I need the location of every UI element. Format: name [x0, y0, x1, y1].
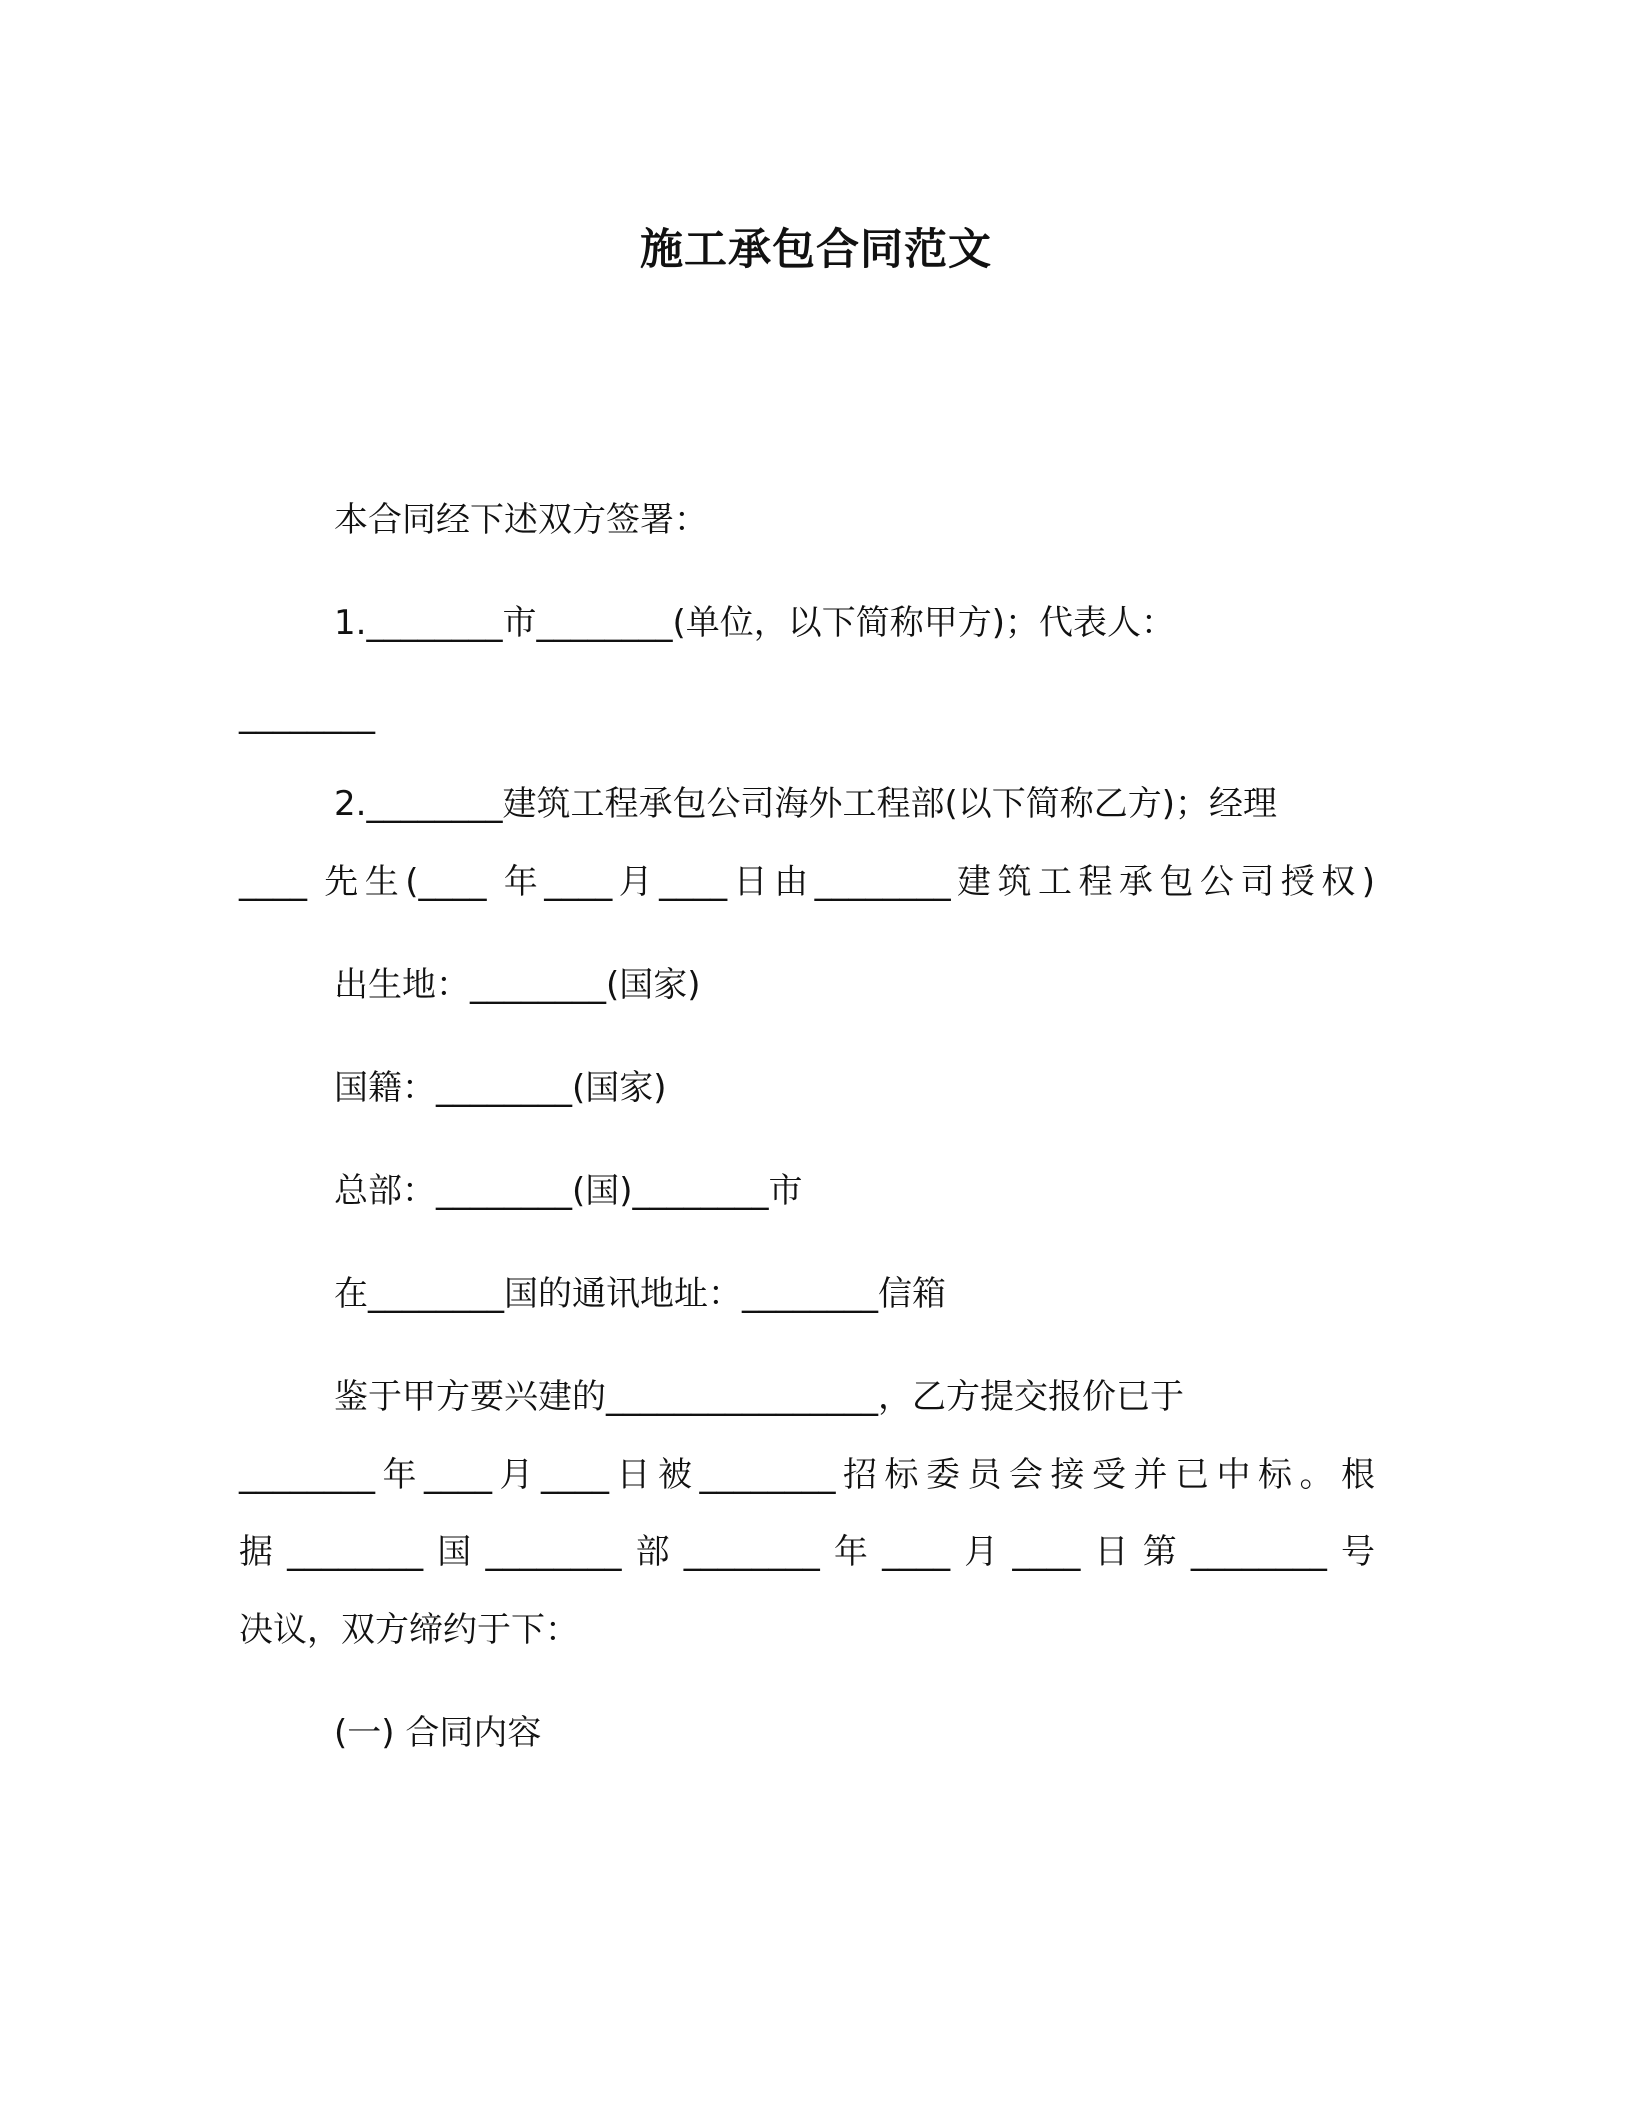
party-b-manager-line: ____ 先生(____ 年____月____日由________建筑工程承包公司授权) [239, 862, 1375, 902]
preamble-line: 本合同经下述双方签署： [334, 500, 708, 540]
document-title: 施工承包合同范文 [640, 225, 992, 275]
section-heading-contract-content: (一) 合同内容 [334, 1713, 542, 1753]
headquarters-line: 总部：________(国)________市 [334, 1171, 803, 1211]
party-a-representative-line: ________ [239, 695, 375, 735]
party-b-line: 2.________建筑工程承包公司海外工程部(以下简称乙方)；经理 [334, 784, 1277, 824]
whereas-line-2: ________年____月____日被________招标委员会接受并已中标。根 [239, 1455, 1375, 1495]
birthplace-line: 出生地：________(国家) [334, 965, 701, 1005]
mailing-address-line: 在________国的通讯地址：________信箱 [334, 1274, 946, 1314]
whereas-line-4: 决议，双方缔约于下： [239, 1610, 579, 1650]
nationality-line: 国籍：________(国家) [334, 1068, 667, 1108]
party-a-line: 1.________市________(单位，以下简称甲方)；代表人： [334, 603, 1175, 643]
whereas-line-1: 鉴于甲方要兴建的________________，乙方提交报价已于 [334, 1377, 1184, 1417]
whereas-line-3: 据________国________部________年____月____日第________号 [239, 1532, 1375, 1572]
